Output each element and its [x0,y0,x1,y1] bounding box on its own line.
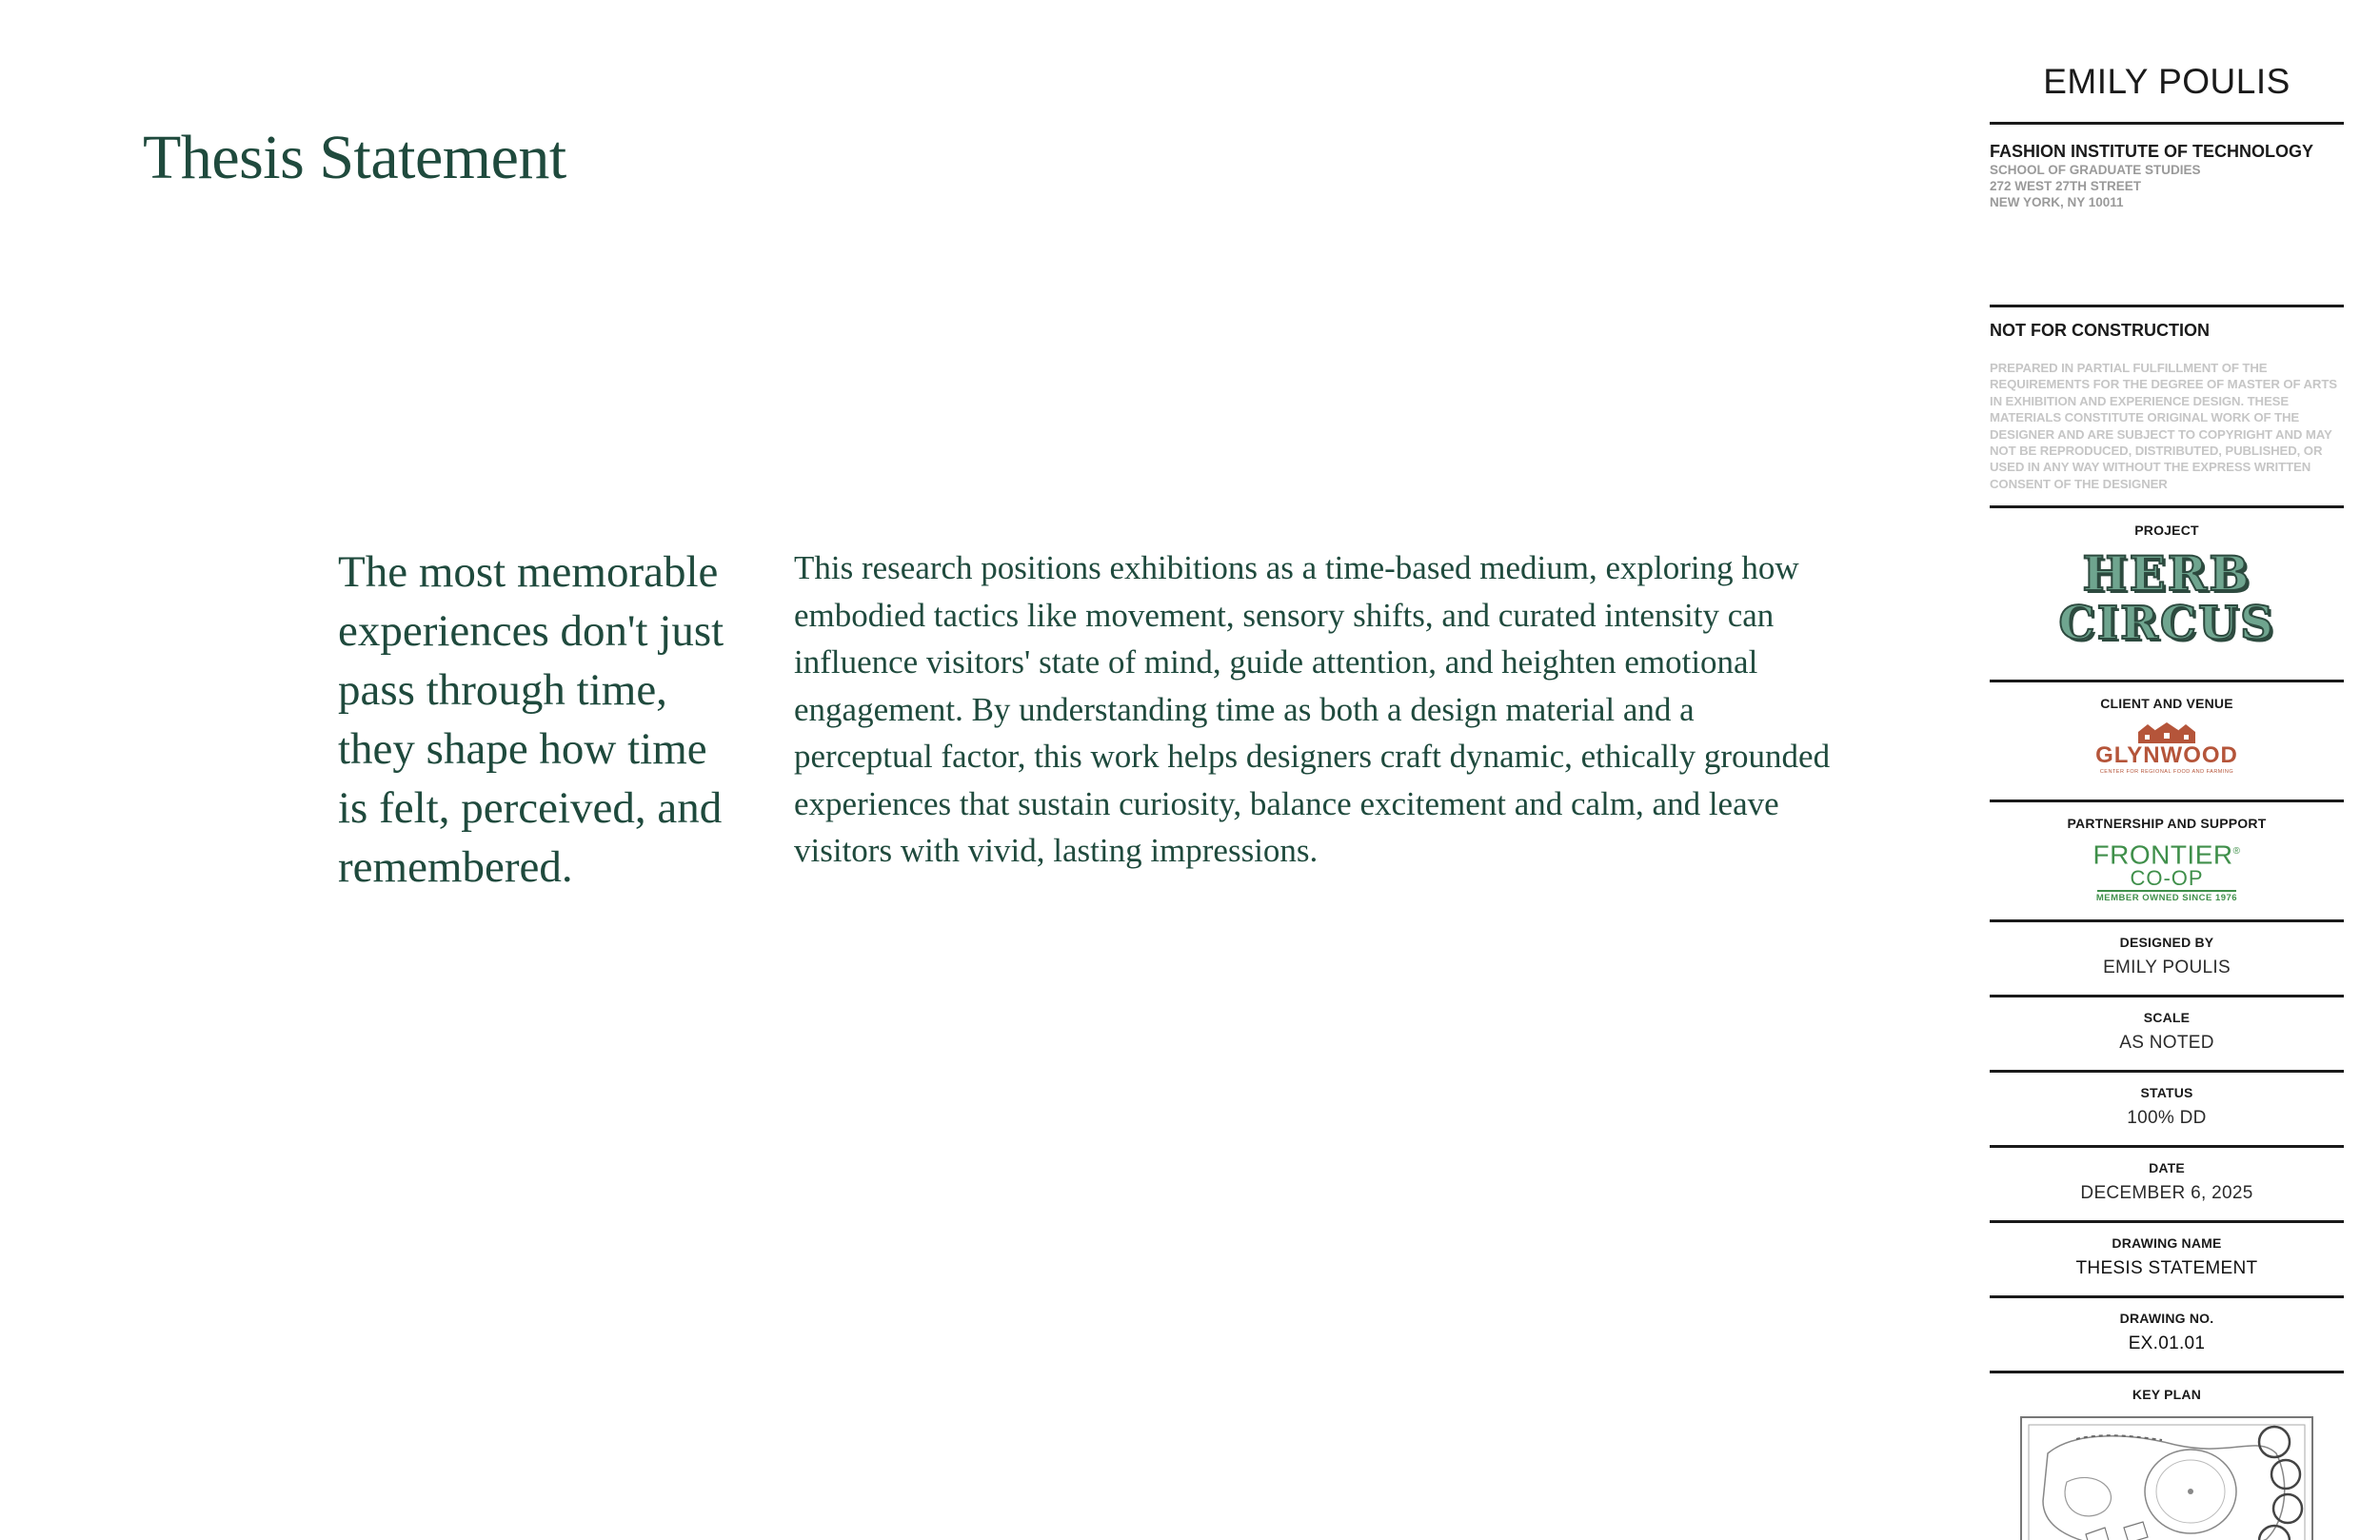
partner-cell [1990,802,2344,919]
copyright-notice: PREPARED IN PARTIAL FULFILLMENT OF THE REQUIREMENTS FOR THE DEGREE OF MASTER OF ARTS IN EXHIBITION AND EXPERIENCE DESIGN. THESE MATERIALS CONSTITUTE ORIGINAL WORK OF THE DESIGNER AND ARE SUBJECT TO COPYRIGHT AND MAY NOT BE REPRODUCED, DISTRIBUTED, PUBLISHED, OR USED IN ANY WAY WITHOUT THE EXPRESS WRITTEN CONSENT OF THE DESIGNER [1990,361,2338,491]
drawing-no-value: EX.01.01 [2128,1333,2206,1353]
designed-by-value: EMILY POULIS [2103,958,2231,977]
herb-circus-logo [1990,545,2344,650]
thesis-body-text: This research positions exhibitions as a time-based medium, exploring how embodied tactics like movement, sensory shifts, and curated intensity can influence visitors' state of mind, guide attention, and heighten emotional engagement. By understanding time as both a design material and a perceptual factor, this work helps designers craft dynamic, ethically grounded experiences that sustain curiosity, balance excitement and calm, and leave visitors with vivid, lasting impressions. [794,549,1831,869]
school-info [1990,125,2344,305]
scale-label: SCALE [2143,1010,2191,1025]
registered-mark: ® [2232,846,2241,857]
herb-logo-line1: HERB [2082,545,2251,602]
title-block [1990,57,2344,1540]
status-label: STATUS [2140,1085,2193,1100]
scale-cell [1990,997,2344,1070]
school-name: FASHION INSTITUTE OF TECHNOLOGY [1990,142,2314,161]
designed-by-cell [1990,922,2344,995]
school-street: 272 WEST 27TH STREET [1990,179,2142,193]
member-tagline: MEMBER OWNED SINCE 1976 [2095,893,2238,904]
client-label: CLIENT AND VENUE [2100,696,2233,711]
status-cell [1990,1073,2344,1145]
drawing-name-cell [1990,1223,2344,1295]
school-city: NEW YORK, NY 10011 [1990,195,2124,209]
status-value: 100% DD [2127,1108,2207,1128]
glynwood-tagline: CENTER FOR REGIONAL FOOD AND FARMING [2099,769,2234,775]
key-plan-label: KEY PLAN [2132,1387,2202,1402]
school-division: SCHOOL OF GRADUATE STUDIES [1990,163,2201,177]
designer-name-heading: EMILY POULIS [2043,62,2291,101]
project-cell [1990,508,2344,680]
date-cell [1990,1148,2344,1220]
drawing-no-cell [1990,1298,2344,1371]
key-plan-cell [1990,1373,2344,1540]
client-cell [1990,682,2344,800]
construction-notice [1990,307,2344,505]
frontier-wordmark: FRONTIER [2092,839,2233,870]
designed-by-label: DESIGNED BY [2119,935,2214,950]
glynwood-wordmark: GLYNWOOD [2095,742,2238,768]
pull-quote: The most memorable experiences don't just pass through time, they shape how time is felt, perceived, and remembered. [338,547,724,892]
frontier-coop-logo [1990,839,2344,904]
date-label: DATE [2149,1160,2185,1175]
date-value: DECEMBER 6, 2025 [2080,1183,2253,1203]
project-label: PROJECT [2134,523,2199,538]
barn-icon [2136,721,2197,743]
drawing-no-label: DRAWING NO. [2119,1311,2214,1326]
coop-wordmark: CO-OP [2130,866,2204,891]
key-plan-drawing [2019,1415,2314,1540]
herb-logo-line2: CIRCUS [2058,597,2275,650]
notice-heading: NOT FOR CONSTRUCTION [1990,321,2210,340]
drawing-name-label: DRAWING NAME [2112,1235,2222,1251]
divider [2097,890,2236,892]
drawing-name-value: THESIS STATEMENT [2075,1258,2258,1278]
partner-label: PARTNERSHIP AND SUPPORT [2067,816,2267,831]
scale-value: AS NOTED [2119,1033,2214,1053]
glynwood-logo [1990,721,2344,776]
page-title: Thesis Statement [143,123,566,192]
